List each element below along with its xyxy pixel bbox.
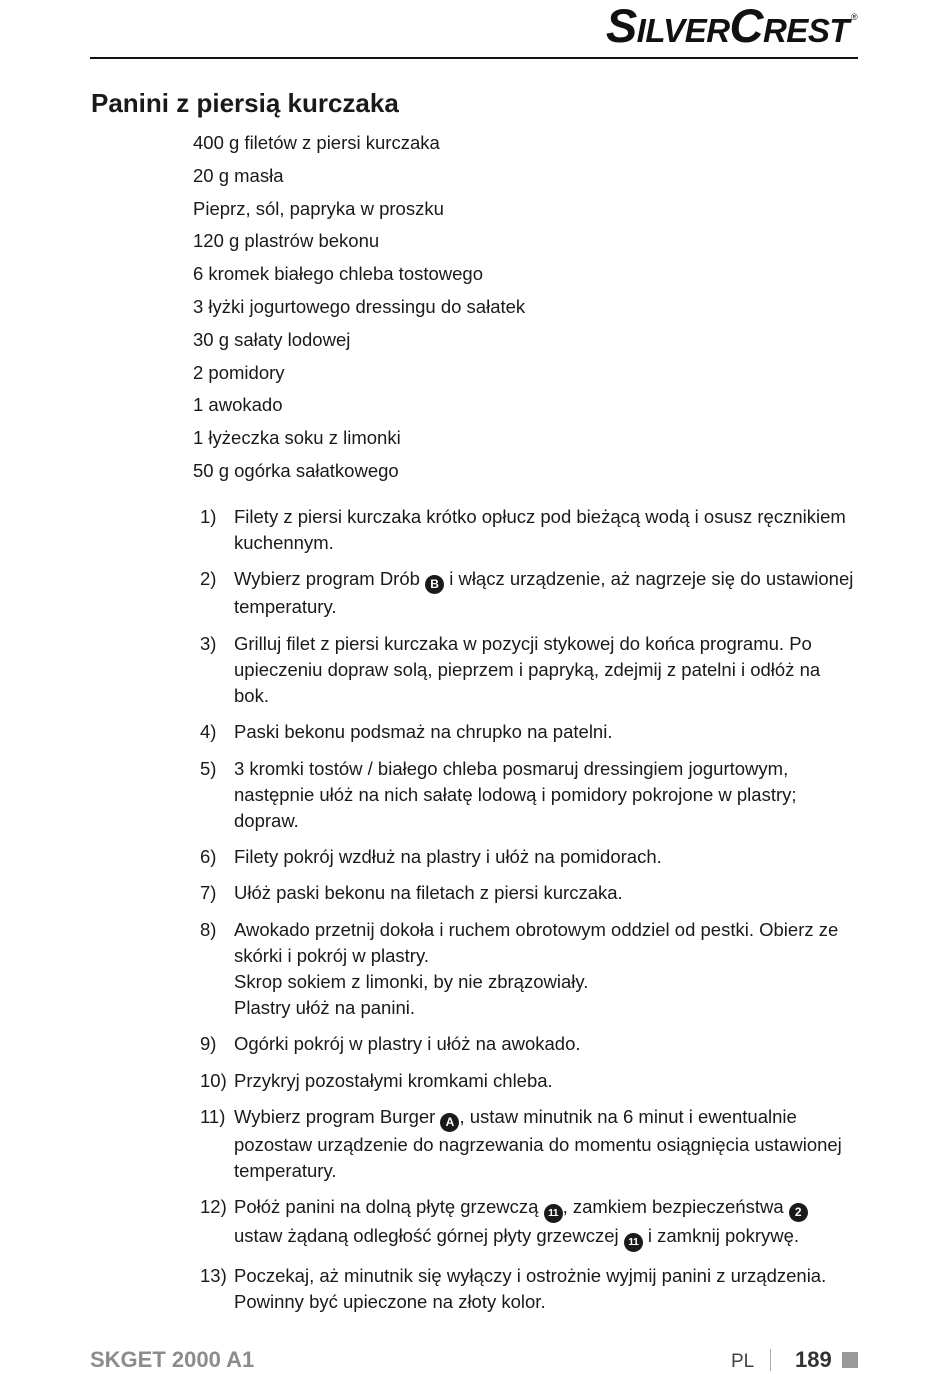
step-line	[234, 844, 860, 870]
step-line	[234, 782, 860, 808]
recipe-title: Panini z piersią kurczaka	[91, 88, 399, 118]
step-number: 1)	[200, 506, 217, 527]
step-number: 9)	[200, 1033, 217, 1055]
step-line	[234, 1104, 860, 1132]
ingredient-item: 3 łyżki jogurtowego dressingu do sałatek	[193, 295, 526, 317]
ingredient-item: 30 g sałaty lodowej	[193, 328, 351, 350]
ingredient-item: 1 awokado	[193, 394, 283, 416]
step-text	[234, 719, 860, 745]
step-line	[234, 969, 860, 995]
step-line	[234, 631, 860, 657]
step-item	[200, 1263, 860, 1315]
step-line	[234, 1068, 860, 1094]
step-line	[234, 917, 860, 943]
ingredient-item: 20 g masła	[193, 164, 284, 186]
step-text-segment: temperatury.	[234, 596, 337, 618]
step-number: 8)	[200, 918, 217, 940]
language-code: PL	[731, 1351, 755, 1372]
step-line	[234, 880, 860, 906]
ingredient-item: 2 pomidory	[193, 361, 285, 383]
step-text-segment: bok.	[234, 684, 269, 706]
step-line	[234, 1289, 860, 1315]
step-text	[234, 1194, 860, 1252]
model-number: SKGET 2000 A1	[90, 1347, 255, 1372]
step-number: 5)	[200, 757, 217, 779]
step-line	[234, 1031, 860, 1057]
step-line	[234, 995, 860, 1021]
step-number: 2)	[200, 568, 217, 590]
step-text-segment: Wybierz program Drób	[234, 568, 426, 590]
step-number: 12)	[200, 1196, 227, 1218]
step-text	[234, 1263, 860, 1315]
step-text-segment: Filety z piersi kurczaka krótko opłucz pod bieżącą wodą i osusz ręcznikiem	[234, 506, 846, 527]
step-text-segment: ustaw żądaną odległość górnej płyty grzewczej	[234, 1225, 624, 1247]
step-text-segment: i włącz urządzenie, aż nagrzeje się do ustawionej	[444, 568, 854, 590]
step-item	[200, 1031, 860, 1057]
step-line	[234, 1158, 860, 1184]
step-line	[234, 594, 860, 620]
ingredient-item: Pieprz, sól, papryka w proszku	[193, 197, 444, 219]
brand-logo: SilverCrest	[605, 0, 849, 52]
step-text	[234, 504, 860, 556]
step-item	[200, 566, 860, 620]
step-item	[200, 631, 860, 709]
step-text-segment: Plastry ułóż na panini.	[234, 996, 415, 1018]
step-item	[200, 880, 860, 906]
step-text-segment: Połóż panini na dolną płytę grzewczą	[234, 1196, 544, 1218]
step-line	[234, 719, 860, 745]
step-text-segment: Ogórki pokrój w plastry i ułóż na awokado.	[234, 1033, 581, 1055]
callout-badge: A	[440, 1113, 459, 1132]
step-text-segment: Filety pokrój wzdłuż na plastry i ułóż na pomidorach.	[234, 845, 662, 867]
step-list	[200, 504, 860, 1325]
step-line	[234, 683, 860, 709]
step-number: 3)	[200, 632, 217, 654]
step-text	[234, 844, 860, 870]
step-line	[234, 808, 860, 834]
step-text-segment: Awokado przetnij dokoła i ruchem obrotowym oddziel od pestki. Obierz ze	[234, 918, 839, 940]
step-text-segment: Ułóż paski bekonu na filetach z piersi kurczaka.	[234, 882, 623, 904]
step-number: 4)	[200, 721, 217, 743]
step-line	[234, 566, 860, 594]
step-line	[234, 504, 860, 530]
step-number: 13)	[200, 1264, 227, 1286]
ingredient-item: 120 g plastrów bekonu	[193, 230, 380, 252]
header-rule	[90, 57, 858, 59]
step-number: 10)	[200, 1069, 227, 1091]
step-text-segment: dopraw.	[234, 809, 299, 831]
step-number: 11)	[200, 1105, 226, 1127]
step-line	[234, 1132, 860, 1158]
step-text-segment: kuchennym.	[234, 532, 334, 553]
step-item	[200, 1068, 860, 1094]
step-text-segment: 3 kromki tostów / białego chleba posmaruj dressingiem jogurtowym,	[234, 757, 789, 779]
step-line	[234, 943, 860, 969]
step-item	[200, 1104, 860, 1184]
ingredient-item: 50 g ogórka sałatkowego	[193, 459, 399, 481]
step-text-segment: Poczekaj, aż minutnik się wyłączy i ostrożnie wyjmij panini z urządzenia.	[234, 1264, 827, 1286]
step-text-segment: skórki i pokrój w plastry.	[234, 944, 429, 966]
step-text	[234, 1068, 860, 1094]
step-line	[234, 1223, 860, 1252]
step-line	[234, 756, 860, 782]
step-line	[234, 1194, 860, 1223]
step-text-segment: następnie ułóż na nich sałatę lodową i pomidory pokrojone w plastry;	[234, 783, 797, 805]
step-item	[200, 844, 860, 870]
step-text-segment: upieczeniu dopraw solą, pieprzem i papryką, zdejmij z patelni i odłóż na	[234, 658, 821, 680]
step-text-segment: Powinny być upieczone na złoty kolor.	[234, 1290, 546, 1312]
callout-badge: 2	[789, 1203, 808, 1222]
step-text-segment: , zamkiem bezpieczeństwa	[562, 1196, 789, 1218]
step-item	[200, 756, 860, 834]
callout-badge: 11	[624, 1233, 643, 1252]
page-marker-icon	[842, 1352, 858, 1368]
step-text	[234, 756, 860, 834]
step-line	[234, 1263, 860, 1289]
callout-badge: B	[425, 575, 444, 594]
step-text	[234, 1031, 860, 1057]
ingredient-item: 1 łyżeczka soku z limonki	[193, 427, 401, 449]
step-text-segment: Grilluj filet z piersi kurczaka w pozycji stykowej do końca programu. Po	[234, 632, 812, 654]
step-text-segment: temperatury.	[234, 1159, 337, 1181]
step-line	[234, 657, 860, 683]
step-item	[200, 504, 860, 556]
registered-mark: ®	[851, 12, 858, 22]
page-number: 189	[795, 1347, 832, 1372]
step-text-segment: pozostaw urządzenie do nagrzewania do momentu osiągnięcia ustawionej	[234, 1133, 842, 1155]
step-text-segment: Przykryj pozostałymi kromkami chleba.	[234, 1069, 553, 1091]
step-number: 7)	[200, 882, 217, 904]
step-text-segment: Skrop sokiem z limonki, by nie zbrązowiały.	[234, 970, 589, 992]
step-item	[200, 719, 860, 745]
step-text	[234, 1104, 860, 1184]
step-text	[234, 880, 860, 906]
ingredient-list	[193, 127, 525, 488]
step-text-segment: , ustaw minutnik na 6 minut i ewentualnie	[459, 1105, 797, 1127]
callout-badge: 11	[544, 1204, 563, 1223]
ingredient-item: 400 g filetów z piersi kurczaka	[193, 132, 440, 153]
step-item	[200, 1194, 860, 1252]
step-line	[234, 530, 860, 556]
step-text	[234, 566, 860, 620]
step-text	[234, 631, 860, 709]
step-text	[234, 917, 860, 1021]
step-item	[200, 917, 860, 1021]
ingredient-item: 6 kromek białego chleba tostowego	[193, 263, 484, 285]
footer-separator	[770, 1349, 771, 1371]
step-number: 6)	[200, 845, 217, 867]
step-text-segment: Paski bekonu podsmaż na chrupko na patelni.	[234, 721, 613, 743]
step-text-segment: i zamknij pokrywę.	[642, 1225, 800, 1247]
step-text-segment: Wybierz program Burger	[234, 1105, 441, 1127]
